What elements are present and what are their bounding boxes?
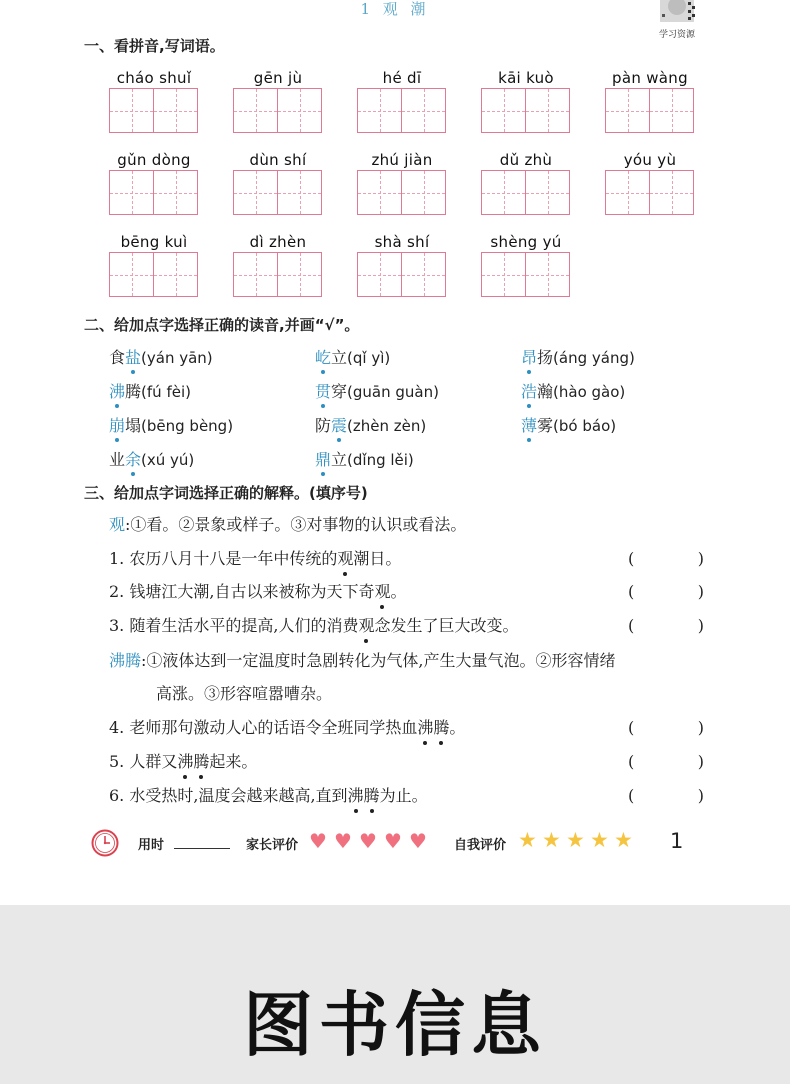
writing-box[interactable] [649,170,694,215]
question-3 [109,615,518,637]
reading-choice[interactable] [521,413,616,436]
answer-blank-4[interactable] [628,717,704,739]
dotted-char: 腾 [193,752,210,771]
paren-close: ) [697,549,704,568]
writing-box[interactable] [153,88,198,133]
pinyin-options: (xú yú) [141,451,195,469]
pinyin-label: cháo shuǐ [116,69,192,87]
paren-open: ( [628,718,635,737]
writing-box[interactable] [357,252,402,297]
answer-blank-5[interactable] [628,751,704,773]
word-char: 扬 [537,348,554,367]
question-4 [109,717,465,739]
time-label: 用时 [138,838,165,853]
paren-open: ( [628,752,635,771]
question-text: 5. 人群又 [109,752,178,771]
paren-close: ) [697,786,704,805]
pinyin-label: kāi kuò [498,69,554,87]
question-text: 6. 水受热时,温度会越来越高,直到 [109,786,348,805]
word-char: 腾 [125,382,142,401]
dotted-char: 薄 [521,413,537,436]
question-text: 1. 农历八月十八是一年中传统的 [109,549,338,568]
pinyin-label: gēn jù [253,69,303,87]
parent-eval-label: 家长评价 [246,838,299,853]
star-icon[interactable]: ★ [518,828,537,852]
writing-box[interactable] [277,170,322,215]
pinyin-label: dùn shí [249,151,307,169]
writing-box[interactable] [525,252,570,297]
writing-box[interactable] [525,170,570,215]
dotted-char: 余 [125,447,141,470]
dotted-char: 腾 [363,786,380,805]
dotted-char: 鼎 [315,447,331,470]
word-char: 业 [109,450,126,469]
dotted-char: 崩 [109,413,125,436]
definition-keyword: 观 [109,515,126,534]
heart-icon[interactable]: ♥ [384,829,402,853]
lesson-title: 1 观 潮 [360,0,430,18]
writing-box[interactable] [357,88,402,133]
question-2 [109,581,406,603]
pinyin-options: (qǐ yì) [347,349,391,367]
word-char: 塌 [125,416,142,435]
writing-box[interactable] [605,170,650,215]
paren-open: ( [628,582,635,601]
reading-choice[interactable] [315,379,439,402]
dotted-char: 沸 [417,718,434,737]
reading-choice[interactable] [315,447,414,470]
dotted-char: 沸 [347,786,364,805]
question-text: 为止。 [379,786,428,805]
word-char: 立 [331,348,348,367]
dotted-char: 屹 [315,345,331,368]
pinyin-label: shèng yú [490,233,562,251]
definition-text: :①液体达到一定温度时急剧转化为气体,产生大量气泡。②形容情绪 [141,651,616,670]
writing-box[interactable] [605,88,650,133]
dotted-char: 盐 [125,345,141,368]
reading-choice[interactable] [109,345,213,368]
time-blank[interactable] [174,848,230,849]
writing-box[interactable] [481,170,526,215]
pinyin-options: (bó báo) [553,417,617,435]
pinyin-label: shà shí [374,233,430,251]
heart-icon[interactable]: ♥ [409,829,427,853]
writing-box[interactable] [401,88,446,133]
book-info-title: 图书信息 [243,984,547,1066]
word-char: 防 [315,416,332,435]
section2-heading: 二、给加点字选择正确的读音,并画“√”。 [84,316,360,334]
reading-choice[interactable] [109,413,233,436]
definition-guan [109,514,466,536]
dotted-char: 观 [374,582,391,601]
page-number: 1 [670,829,684,853]
pinyin-options: (bēng bèng) [141,417,234,435]
reading-choice[interactable] [109,379,191,402]
star-icon[interactable]: ★ [614,828,633,852]
dotted-char: 沸 [109,379,125,402]
question-text: 潮日。 [353,549,402,568]
paren-close: ) [697,582,704,601]
pinyin-options: (yán yān) [141,349,213,367]
reading-choice[interactable] [521,379,625,402]
answer-blank-2[interactable] [628,581,704,603]
writing-box[interactable] [233,252,278,297]
writing-box[interactable] [481,252,526,297]
evaluation-bar [0,828,790,858]
pinyin-label: yóu yù [623,151,677,169]
definition-text: :①看。②景象或样子。③对事物的认识或看法。 [125,515,467,534]
writing-box[interactable] [277,252,322,297]
dotted-char: 浩 [521,379,537,402]
pinyin-options: (fú fèi) [141,383,191,401]
answer-blank-3[interactable] [628,615,704,637]
writing-box[interactable] [233,88,278,133]
dotted-char: 沸 [177,752,194,771]
pinyin-label: dì zhèn [249,233,307,251]
writing-box[interactable] [401,252,446,297]
pinyin-options: (guān guàn) [347,383,439,401]
heart-icon[interactable]: ♥ [309,829,327,853]
qr-caption: 学习资源 [658,30,695,40]
writing-box[interactable] [481,88,526,133]
pinyin-label: dǔ zhù [499,151,553,169]
pinyin-label: zhú jiàn [371,151,433,169]
question-text: 2. 钱塘江大潮,自古以来被称为天下奇 [109,582,375,601]
section3-heading: 三、给加点字词选择正确的解释。(填序号) [84,484,368,502]
word-char: 瀚 [537,382,554,401]
word-char: 食 [109,348,126,367]
dotted-char: 腾 [433,718,450,737]
pinyin-options: (hào gào) [553,383,626,401]
pinyin-label: hé dī [382,69,422,87]
question-5 [109,751,257,773]
question-text: 3. 随着生活水平的提高,人们的消费 [109,616,359,635]
pinyin-options: (zhèn zèn) [347,417,427,435]
definition-feiteng [109,650,616,672]
dotted-char: 观 [337,549,354,568]
pinyin-options: (áng yáng) [553,349,635,367]
pinyin-options: (dǐng lěi) [347,451,414,469]
dotted-char: 贯 [315,379,331,402]
writing-box[interactable] [401,170,446,215]
pinyin-label: bēng kuì [120,233,188,251]
qr-code-icon [652,0,702,22]
reading-choice[interactable] [109,447,194,470]
pinyin-label: pàn wàng [612,69,688,87]
dotted-char: 观 [358,616,375,635]
answer-blank-1[interactable] [628,548,704,570]
question-text: 4. 老师那句激动人心的话语令全班同学热血 [109,718,418,737]
definition-keyword: 沸腾 [109,651,142,670]
star-icon[interactable]: ★ [542,828,561,852]
question-text: 念发生了巨大改变。 [374,616,519,635]
heart-icon[interactable]: ♥ [334,829,352,853]
reading-choice[interactable] [521,345,635,368]
heart-icon[interactable]: ♥ [359,829,377,853]
paren-open: ( [628,616,635,635]
word-char: 穿 [331,382,348,401]
question-1 [109,548,401,570]
writing-box[interactable] [109,170,154,215]
reading-choice[interactable] [315,345,390,368]
question-text: 。 [390,582,407,601]
writing-box[interactable] [357,170,402,215]
section1-heading: 一、看拼音,写词语。 [84,37,225,55]
writing-box[interactable] [109,252,154,297]
paren-close: ) [697,752,704,771]
dotted-char: 昂 [521,345,537,368]
writing-box[interactable] [153,170,198,215]
answer-blank-6[interactable] [628,785,704,807]
writing-box[interactable] [525,88,570,133]
reading-choice[interactable] [315,413,426,436]
writing-box[interactable] [153,252,198,297]
paren-close: ) [697,616,704,635]
question-text: 。 [449,718,466,737]
writing-box[interactable] [649,88,694,133]
clock-icon [90,828,120,858]
definition-feiteng-cont: 高涨。③形容喧嚣嘈杂。 [156,684,333,703]
dotted-char: 震 [331,413,347,436]
word-char: 立 [331,450,348,469]
question-text: 起来。 [209,752,258,771]
paren-close: ) [697,718,704,737]
pinyin-label: gǔn dòng [117,151,191,169]
paren-open: ( [628,549,635,568]
word-char: 雾 [537,416,554,435]
writing-box[interactable] [109,88,154,133]
star-icon[interactable]: ★ [590,828,609,852]
question-6 [109,785,428,807]
self-eval-label: 自我评价 [454,838,507,853]
writing-box[interactable] [277,88,322,133]
paren-open: ( [628,786,635,805]
writing-box[interactable] [233,170,278,215]
star-icon[interactable]: ★ [566,828,585,852]
